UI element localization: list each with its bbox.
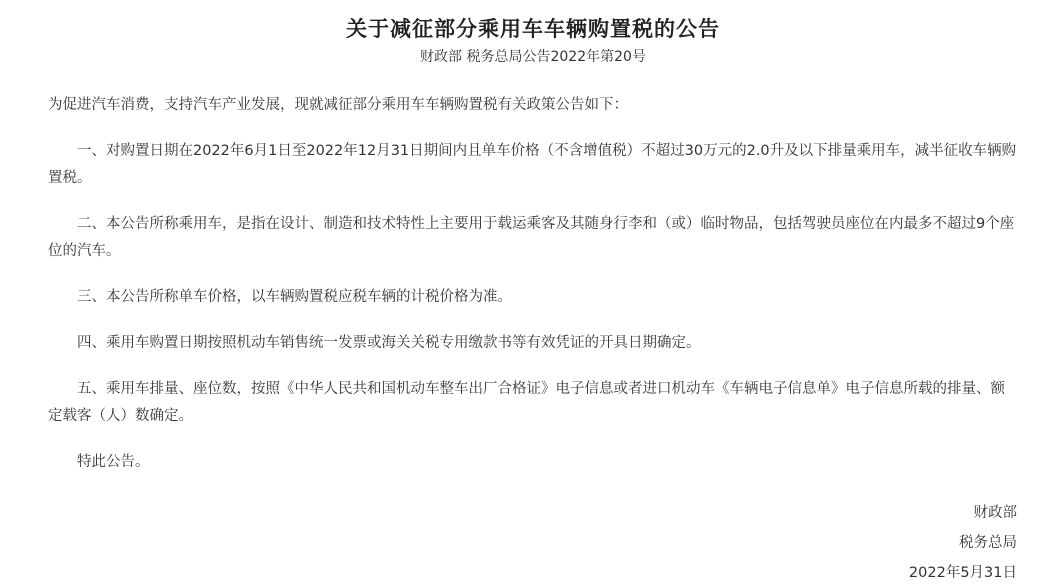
closing-statement: 特此公告。 [77,454,150,470]
clause-1: 一、对购置日期在2022年6月1日至2022年12月31日期间内且单车价格（不含增值税）不超过30万元的2.0升及以下排量乘用车，减半征收车辆购置税。 [48,143,1017,186]
clause-3: 三、本公告所称单车价格，以车辆购置税应税车辆的计税价格为准。 [77,289,512,305]
intro-paragraph: 为促进汽车消费，支持汽车产业发展，现就减征部分乘用车车辆购置税有关政策公告如下： [48,97,628,113]
signature-issuer-ministry-of-finance: 财政部 [973,505,1017,521]
document-number: 财政部 税务总局公告2022年第20号 [420,49,646,65]
clause-4: 四、乘用车购置日期按照机动车销售统一发票或海关关税专用缴款书等有效凭证的开具日期确定。 [77,335,701,351]
signature-issuer-tax-administration: 税务总局 [959,535,1017,551]
document-title: 关于减征部分乘用车车辆购置税的公告 [346,17,720,41]
clause-2: 二、本公告所称乘用车，是指在设计、制造和技术特性上主要用于载运乘客及其随身行李和（或）临时物品，包括驾驶员座位在内最多不超过9个座位的汽车。 [48,216,1015,259]
signature-date: 2022年5月31日 [908,565,1017,581]
clause-5: 五、乘用车排量、座位数，按照《中华人民共和国机动车整车出厂合格证》电子信息或者进口机动车《车辆电子信息单》电子信息所载的排量、额定载客（人）数确定。 [48,381,1005,424]
signature-block [909,498,1017,588]
